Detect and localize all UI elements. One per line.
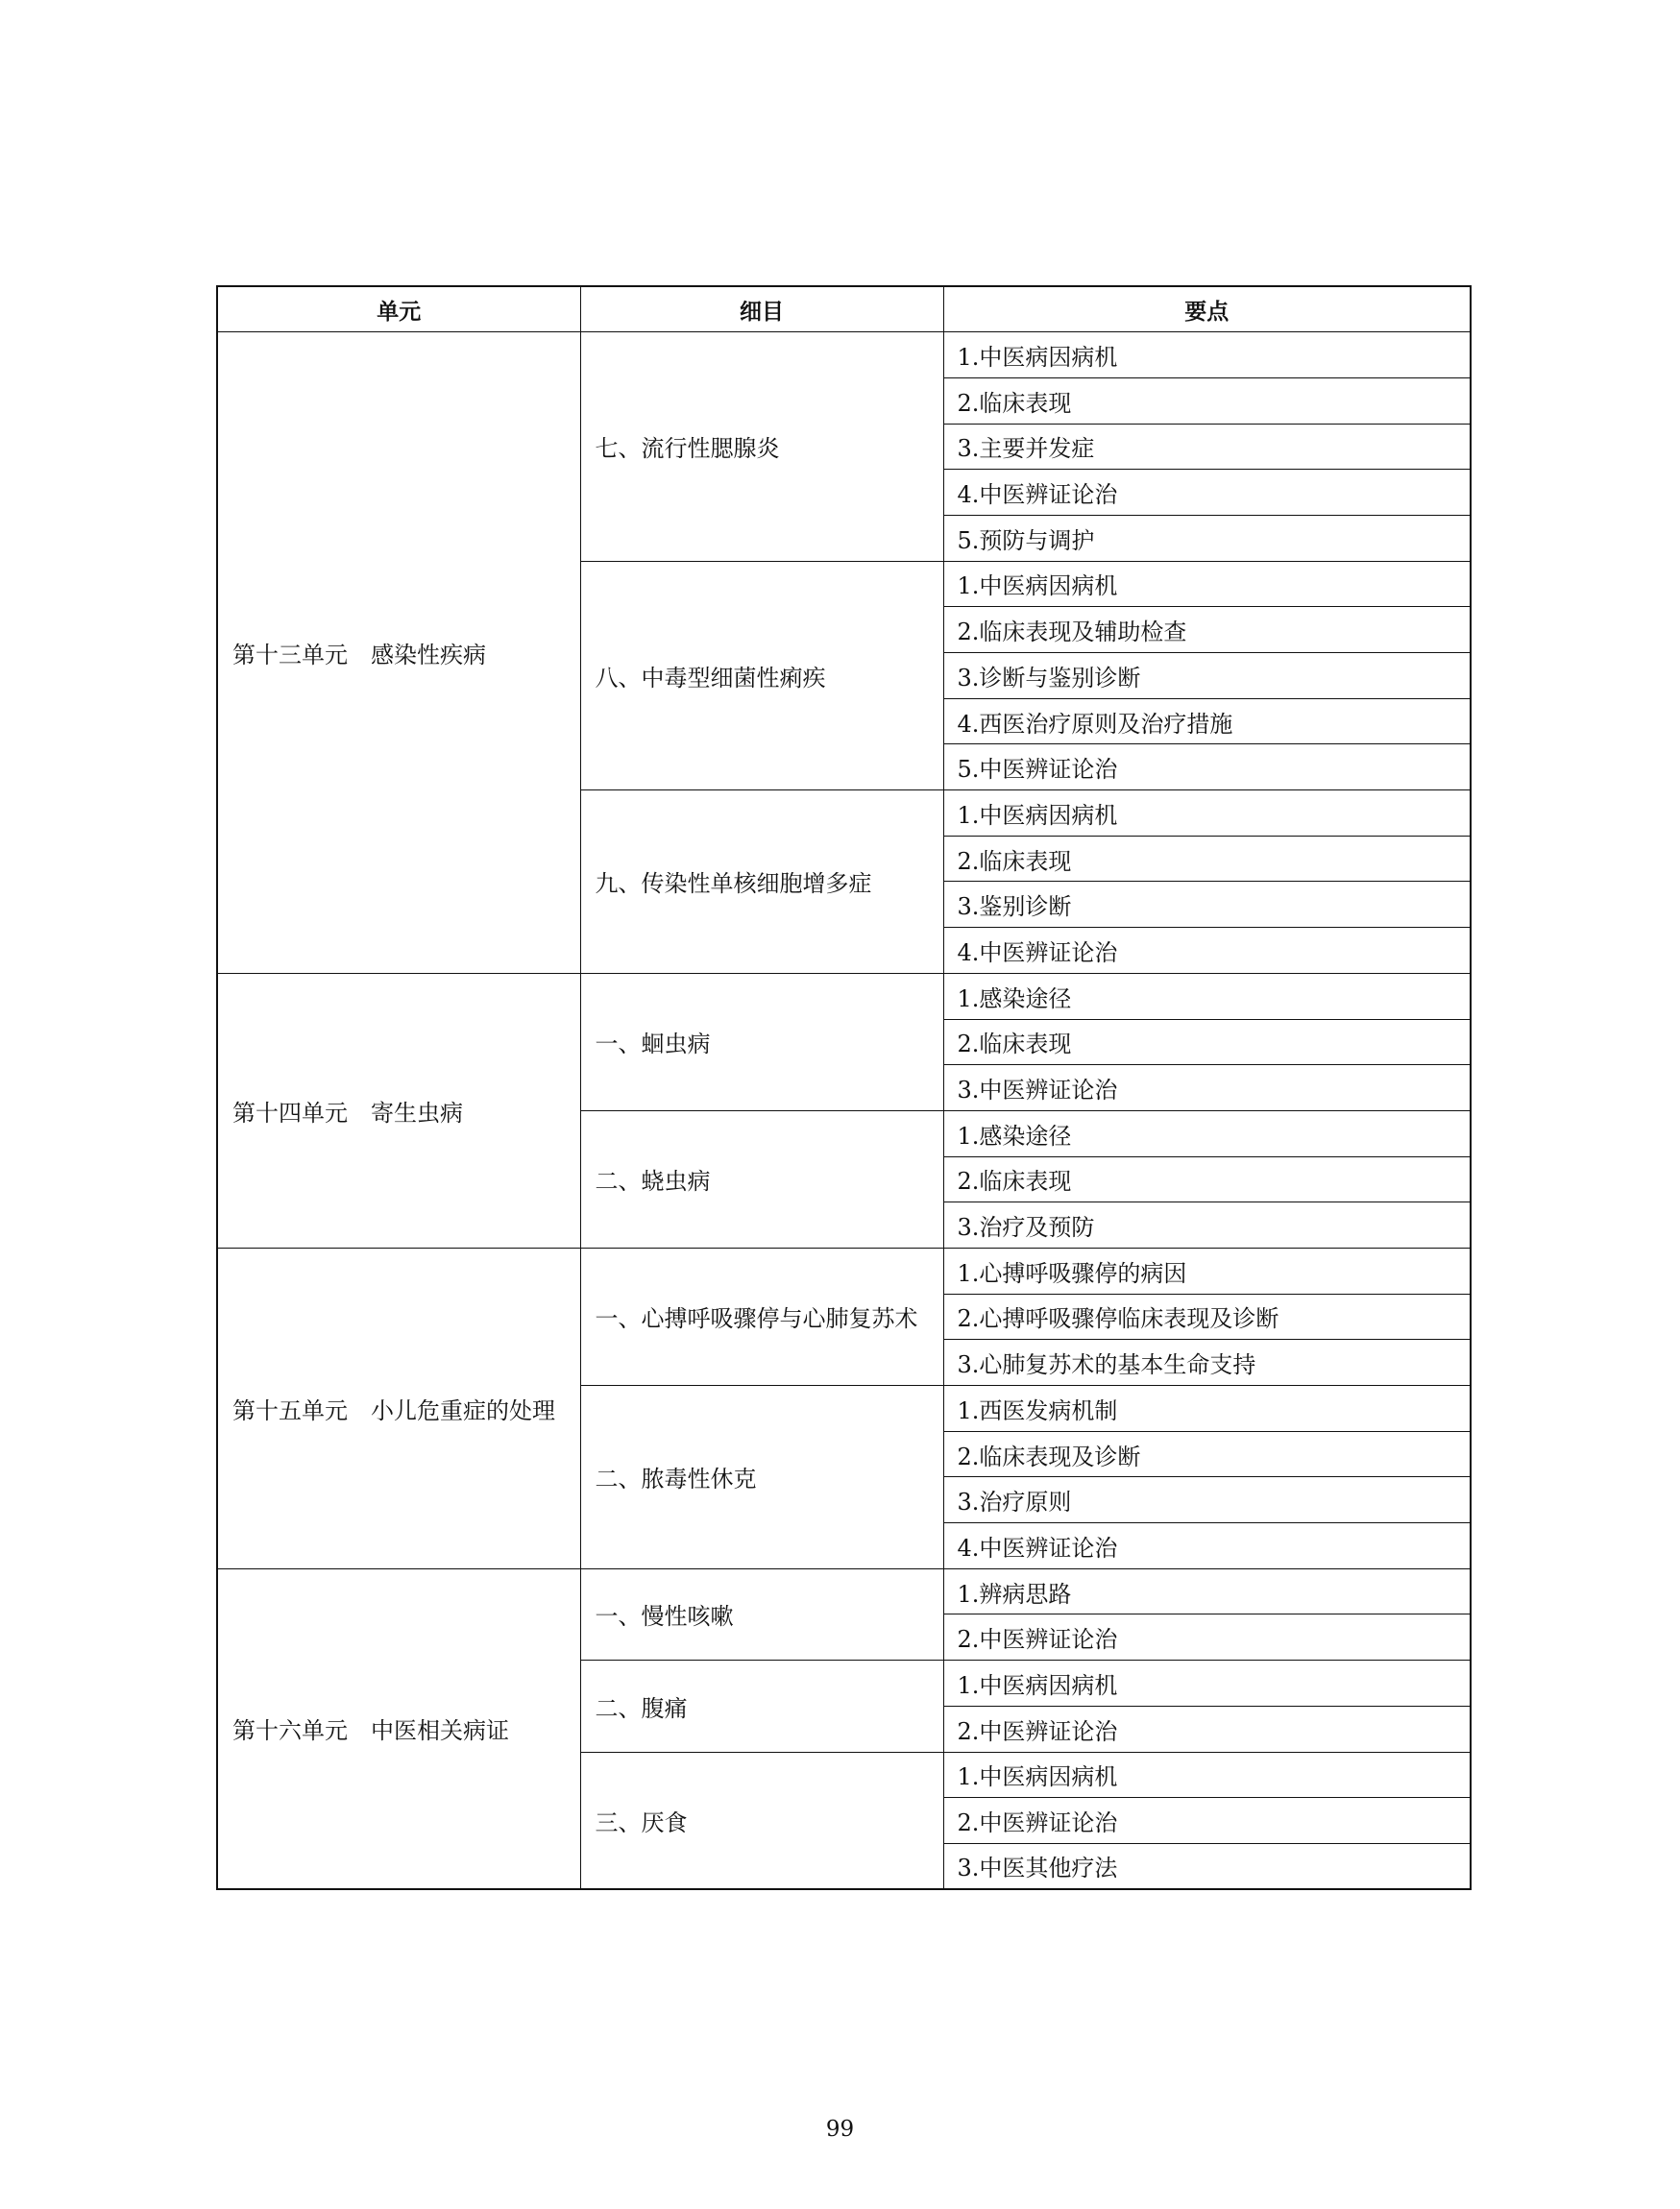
point-cell: 2.临床表现及诊断	[943, 1431, 1471, 1477]
point-cell: 1.感染途径	[943, 1110, 1471, 1156]
item-cell: 三、厌食	[580, 1752, 943, 1889]
point-cell: 2.临床表现	[943, 377, 1471, 424]
point-cell: 5.中医辨证论治	[943, 744, 1471, 790]
point-cell: 2.临床表现	[943, 1156, 1471, 1202]
table-row	[217, 1248, 1471, 1294]
unit-cell: 第十五单元 小儿危重症的处理	[217, 1248, 580, 1568]
point-cell: 2.临床表现	[943, 836, 1471, 882]
point-cell: 3.主要并发症	[943, 424, 1471, 470]
item-cell: 一、蛔虫病	[580, 973, 943, 1110]
point-cell: 2.临床表现及辅助检查	[943, 607, 1471, 653]
unit-cell: 第十三单元 感染性疾病	[217, 332, 580, 974]
point-cell: 4.中医辨证论治	[943, 928, 1471, 974]
point-cell: 3.中医辨证论治	[943, 1065, 1471, 1111]
header-item: 细目	[580, 286, 943, 332]
item-cell: 九、传染性单核细胞增多症	[580, 790, 943, 974]
header-point: 要点	[943, 286, 1471, 332]
item-cell: 二、蛲虫病	[580, 1110, 943, 1248]
point-cell: 4.中医辨证论治	[943, 470, 1471, 516]
table-row	[217, 973, 1471, 1019]
syllabus-table	[216, 285, 1472, 1890]
point-cell: 2.中医辨证论治	[943, 1798, 1471, 1844]
point-cell: 3.中医其他疗法	[943, 1843, 1471, 1889]
unit-cell: 第十六单元 中医相关病证	[217, 1568, 580, 1889]
header-unit: 单元	[217, 286, 580, 332]
table-header-row	[217, 286, 1471, 332]
point-cell: 2.心搏呼吸骤停临床表现及诊断	[943, 1294, 1471, 1340]
point-cell: 1.中医病因病机	[943, 1752, 1471, 1798]
point-cell: 3.治疗及预防	[943, 1202, 1471, 1249]
point-cell: 3.心肺复苏术的基本生命支持	[943, 1340, 1471, 1386]
point-cell: 3.鉴别诊断	[943, 882, 1471, 928]
item-cell: 八、中毒型细菌性痢疾	[580, 561, 943, 789]
item-cell: 七、流行性腮腺炎	[580, 332, 943, 561]
point-cell: 1.中医病因病机	[943, 332, 1471, 378]
point-cell: 2.中医辨证论治	[943, 1706, 1471, 1752]
page-number: 99	[825, 2117, 855, 2142]
point-cell: 1.中医病因病机	[943, 790, 1471, 837]
point-cell: 3.治疗原则	[943, 1477, 1471, 1523]
point-cell: 4.西医治疗原则及治疗措施	[943, 698, 1471, 744]
unit-cell: 第十四单元 寄生虫病	[217, 973, 580, 1248]
point-cell: 2.中医辨证论治	[943, 1614, 1471, 1661]
point-cell: 1.中医病因病机	[943, 561, 1471, 607]
point-cell: 1.辨病思路	[943, 1568, 1471, 1614]
item-cell: 一、心搏呼吸骤停与心肺复苏术	[580, 1248, 943, 1385]
point-cell: 5.预防与调护	[943, 515, 1471, 561]
point-cell: 1.中医病因病机	[943, 1661, 1471, 1707]
point-cell: 1.心搏呼吸骤停的病因	[943, 1248, 1471, 1294]
point-cell: 2.临床表现	[943, 1019, 1471, 1065]
point-cell: 3.诊断与鉴别诊断	[943, 653, 1471, 699]
item-cell: 二、脓毒性休克	[580, 1386, 943, 1569]
item-cell: 一、慢性咳嗽	[580, 1568, 943, 1660]
table-body	[217, 332, 1471, 1889]
table-row	[217, 332, 1471, 378]
point-cell: 1.感染途径	[943, 973, 1471, 1019]
item-cell: 二、腹痛	[580, 1661, 943, 1752]
point-cell: 1.西医发病机制	[943, 1386, 1471, 1432]
table-row	[217, 1568, 1471, 1614]
point-cell: 4.中医辨证论治	[943, 1523, 1471, 1569]
